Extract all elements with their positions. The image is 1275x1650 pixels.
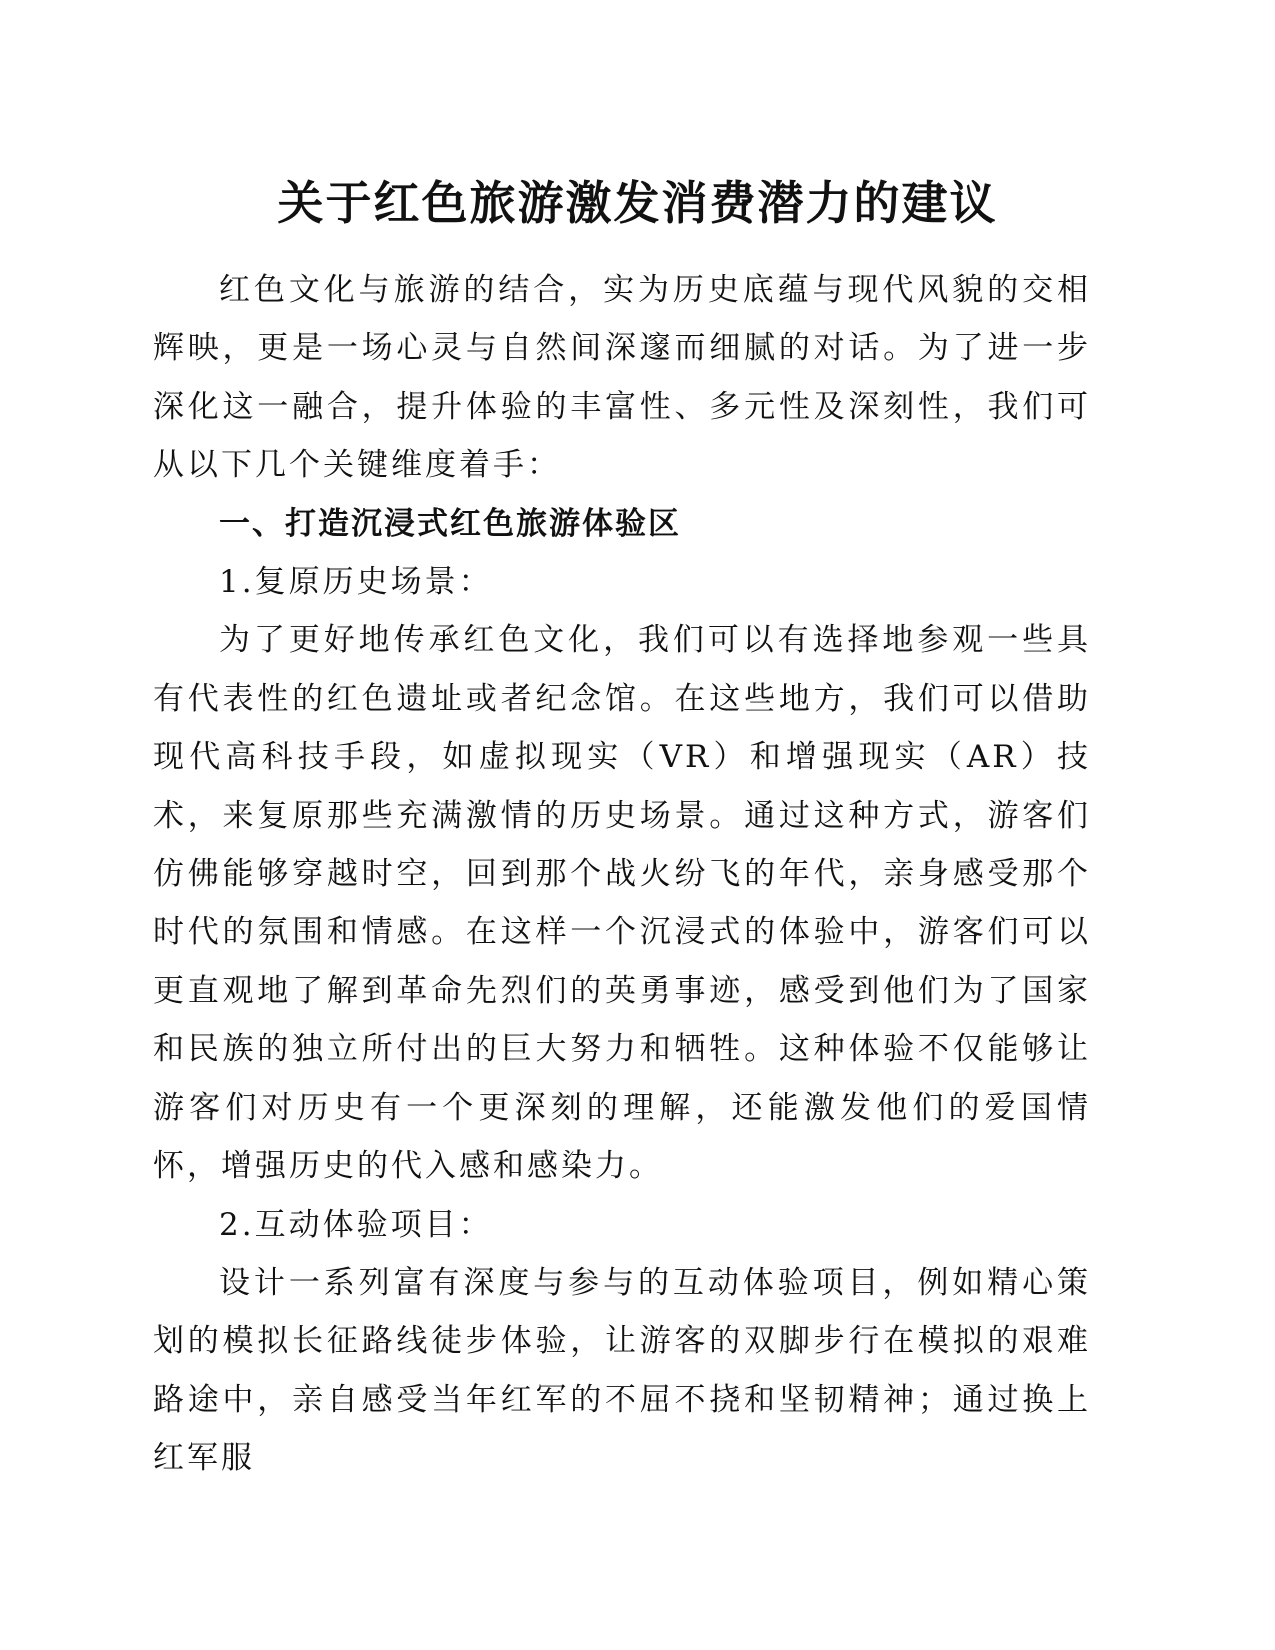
paragraph-interactive-projects: 设计一系列富有深度与参与的互动体验项目，例如精心策划的模拟长征路线徒步体验，让游客的双脚步行在模拟的艰难路途中，亲自感受当年红军的不屈不挠和坚韧精神；通过换上红军服	[153, 1264, 1091, 1477]
document-body	[153, 261, 1091, 1488]
document-title: 关于红色旅游激发消费潜力的建议	[277, 176, 998, 230]
section-heading-1: 一、打造沉浸式红色旅游体验区	[219, 505, 681, 542]
paragraph-restore-history: 为了更好地传承红色文化，我们可以有选择地参观一些具有代表性的红色遗址或者纪念馆。在这些地方，我们可以借助现代高科技手段，如虚拟现实（VR）和增强现实（AR）技术，来复原那些充满激情的历史场景。通过这种方式，游客们仿佛能够穿越时空，回到那个战火纷飞的年代，亲身感受那个时代的氛围和情感。在这样一个沉浸式的体验中，游客们可以更直观地了解到革命先烈们的英勇事迹，感受到他们为了国家和民族的独立所付出的巨大努力和牺牲。这种体验不仅能够让游客们对历史有一个更深刻的理解，还能激发他们的爱国情怀，增强历史的代入感和感染力。	[153, 622, 1091, 1185]
intro-paragraph: 红色文化与旅游的结合，实为历史底蕴与现代风貌的交相辉映，更是一场心灵与自然间深邃而细腻的对话。为了进一步深化这一融合，提升体验的丰富性、多元性及深刻性，我们可从以下几个关键维度着手：	[153, 272, 1091, 484]
subheading-restore-history: 1.复原历史场景：	[219, 564, 493, 601]
subheading-interactive-projects: 2.互动体验项目：	[219, 1206, 493, 1243]
